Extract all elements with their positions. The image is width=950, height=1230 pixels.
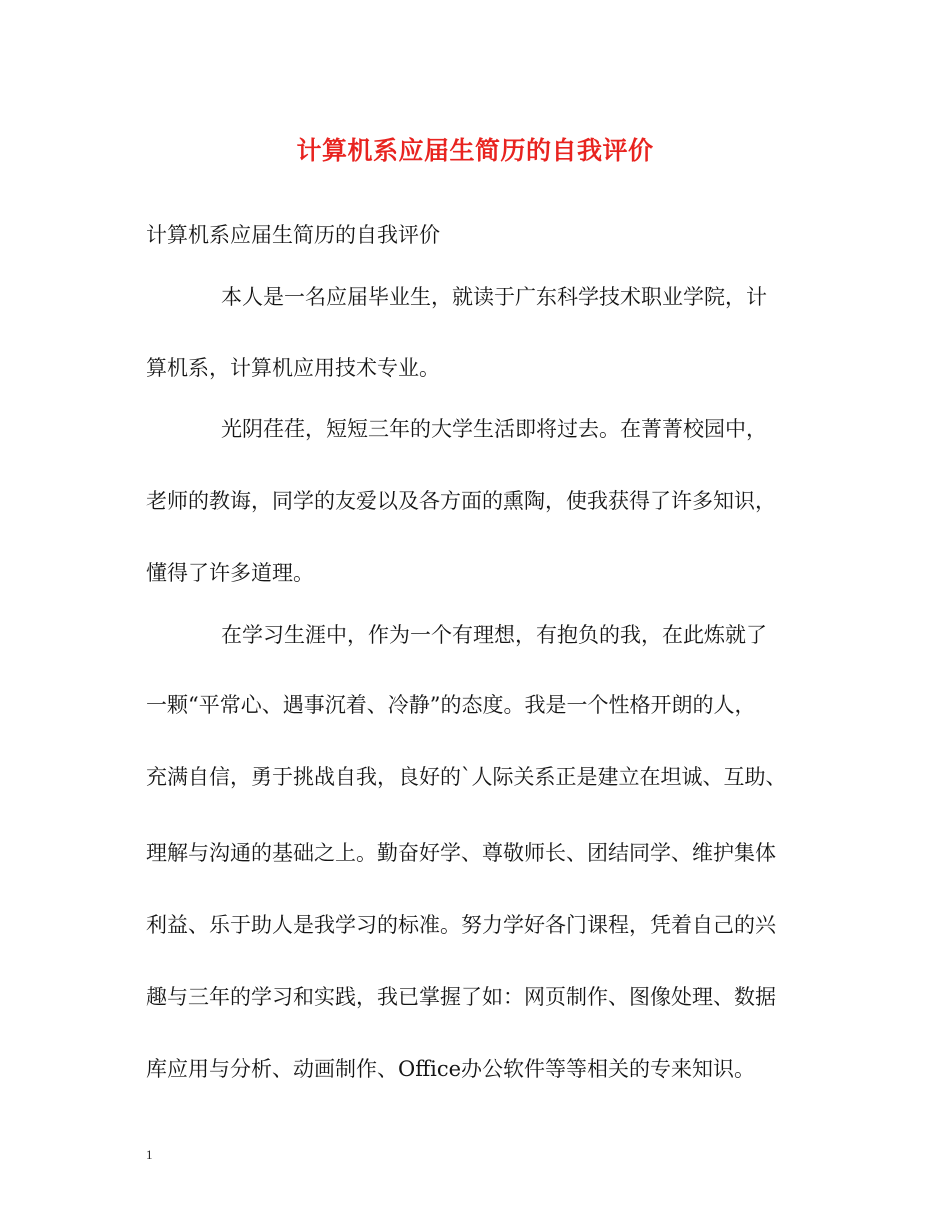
document-subtitle: 计算机系应届生简历的自我评价 bbox=[146, 223, 440, 247]
paragraph-3-line-5: 利益、乐于助人是我学习的标准。努力学好各门课程，凭着自己的兴 bbox=[146, 913, 776, 937]
paragraph-2-line-1: 光阴荏荏，短短三年的大学生活即将过去。在菁菁校园中， bbox=[221, 417, 767, 441]
paragraph-1-line-1: 本人是一名应届毕业生，就读于广东科学技术职业学院，计 bbox=[221, 285, 767, 309]
paragraph-2-line-3: 懂得了许多道理。 bbox=[146, 561, 314, 585]
paragraph-2-line-2: 老师的教诲，同学的友爱以及各方面的熏陶，使我获得了许多知识， bbox=[146, 489, 776, 513]
paragraph-3-line-2: 一颗“平常心、遇事沉着、冷静”的态度。我是一个性格开朗的人， bbox=[146, 693, 756, 717]
paragraph-3-line-1: 在学习生涯中，作为一个有理想，有抱负的我，在此炼就了 bbox=[221, 623, 767, 647]
page-number: 1 bbox=[146, 1147, 153, 1162]
document-title: 计算机系应届生简历的自我评价 bbox=[296, 136, 654, 165]
paragraph-3-line-6: 趣与三年的学习和实践，我已掌握了如：网页制作、图像处理、数据 bbox=[146, 985, 776, 1009]
paragraph-3-line-3: 充满自信，勇于挑战自我，良好的`人际关系正是建立在坦诚、互助、 bbox=[146, 765, 787, 789]
paragraph-3-line-7: 库应用与分析、动画制作、Office办公软件等等相关的专来知识。 bbox=[146, 1057, 756, 1081]
paragraph-1-line-2: 算机系，计算机应用技术专业。 bbox=[146, 356, 440, 380]
paragraph-3-line-4: 理解与沟通的基础之上。勤奋好学、尊敬师长、团结同学、维护集体 bbox=[146, 841, 776, 865]
